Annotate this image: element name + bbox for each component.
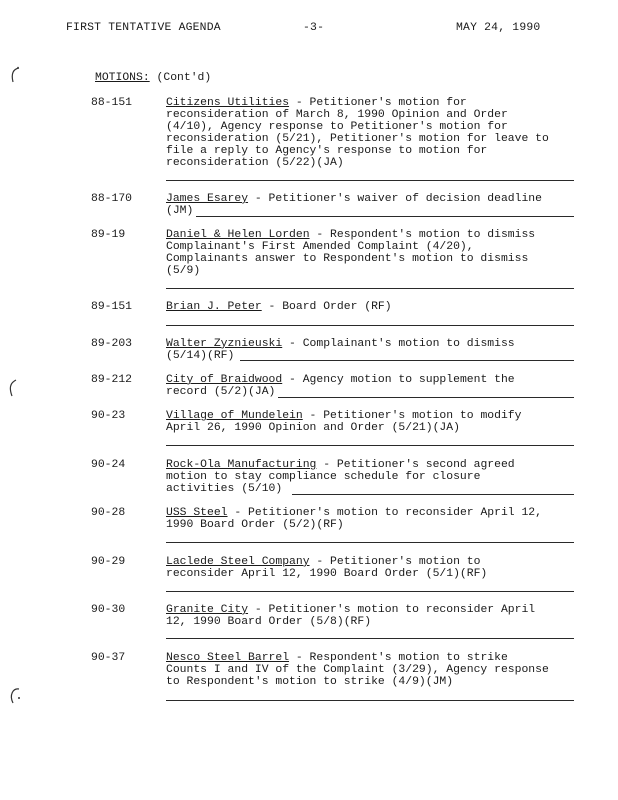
party-name: USS Steel xyxy=(166,507,228,519)
divider xyxy=(166,638,574,639)
docket-number: 90-29 xyxy=(91,556,126,568)
docket-number: 89-19 xyxy=(91,229,126,241)
docket-number: 88-151 xyxy=(91,97,133,109)
party-name: Rock-Ola Manufacturing xyxy=(166,459,317,471)
section-heading-label: MOTIONS: xyxy=(95,72,150,84)
party-name: Daniel & Helen Lorden xyxy=(166,229,310,241)
item-description: Nesco Steel Barrel - Respondent's motion to strike Counts I and IV of the Complaint (3/29), Agency response to Respondent's motion to strike (4/9)(JM) xyxy=(166,652,549,688)
party-name: City of Braidwood xyxy=(166,374,283,386)
party-name: Village of Mundelein xyxy=(166,410,303,422)
party-name: James Esarey xyxy=(166,193,249,205)
divider xyxy=(166,542,574,543)
item-description: Rock-Ola Manufacturing - Petitioner's second agreed motion to stay compliance schedule for closure activities (5/10) xyxy=(166,459,515,495)
divider xyxy=(166,700,574,701)
section-heading-suffix: (Cont'd) xyxy=(149,72,212,84)
divider xyxy=(166,591,574,592)
divider xyxy=(166,288,574,289)
docket-number: 90-30 xyxy=(91,604,126,616)
divider xyxy=(278,397,574,398)
party-name: Granite City xyxy=(166,604,249,616)
party-name: Walter Zyznieuski xyxy=(166,338,283,350)
margin-mark-icon xyxy=(8,66,22,86)
page-number: -3- xyxy=(303,22,325,34)
item-description: USS Steel - Petitioner's motion to reconsider April 12, 1990 Board Order (5/2)(RF) xyxy=(166,507,542,531)
item-description: Granite City - Petitioner's motion to reconsider April 12, 1990 Board Order (5/8)(RF) xyxy=(166,604,536,628)
party-name: Citizens Utilities xyxy=(166,97,290,109)
item-description: Brian J. Peter - Board Order (RF) xyxy=(166,301,392,313)
divider xyxy=(166,180,574,181)
header-date: MAY 24, 1990 xyxy=(456,22,541,34)
party-name: Nesco Steel Barrel xyxy=(166,652,290,664)
docket-number: 90-28 xyxy=(91,507,126,519)
docket-number: 89-203 xyxy=(91,338,133,350)
item-description: City of Braidwood - Agency motion to supplement the record (5/2)(JA) xyxy=(166,374,515,398)
item-description: Citizens Utilities - Petitioner's motion for reconsideration of March 8, 1990 Opinion and Order (4/10), Agency response to Petitioner's motion for reconsideration (5/21), Petitioner's motion for leave to file a reply to Agency's response to motion for reconsideration (5/22)(JA) xyxy=(166,97,549,169)
margin-mark-icon xyxy=(6,378,20,398)
docket-number: 90-37 xyxy=(91,652,126,664)
docket-number: 90-23 xyxy=(91,410,126,422)
docket-number: 89-151 xyxy=(91,301,133,313)
docket-number: 90-24 xyxy=(91,459,126,471)
party-name: Laclede Steel Company xyxy=(166,556,310,568)
header-title: FIRST TENTATIVE AGENDA xyxy=(66,22,221,34)
item-description: Walter Zyznieuski - Complainant's motion to dismiss (5/14)(RF) xyxy=(166,338,515,362)
divider xyxy=(240,360,574,361)
item-description: Village of Mundelein - Petitioner's motion to modify April 26, 1990 Opinion and Order (5/21)(JA) xyxy=(166,410,522,434)
party-name: Brian J. Peter xyxy=(166,301,262,313)
item-description: James Esarey - Petitioner's waiver of decision deadline (JM) xyxy=(166,193,542,217)
divider xyxy=(196,216,574,217)
section-heading xyxy=(95,72,211,84)
divider xyxy=(166,325,574,326)
docket-number: 88-170 xyxy=(91,193,133,205)
item-description: Laclede Steel Company - Petitioner's motion to reconsider April 12, 1990 Board Order (5/1)(RF) xyxy=(166,556,488,580)
docket-number: 89-212 xyxy=(91,374,133,386)
divider xyxy=(166,445,574,446)
margin-mark-icon xyxy=(7,686,21,706)
item-description: Daniel & Helen Lorden - Respondent's motion to dismiss Complainant's First Amended Complaint (4/20), Complainants answer to Respondent's motion to dismiss (5/9) xyxy=(166,229,536,277)
divider xyxy=(292,494,574,495)
